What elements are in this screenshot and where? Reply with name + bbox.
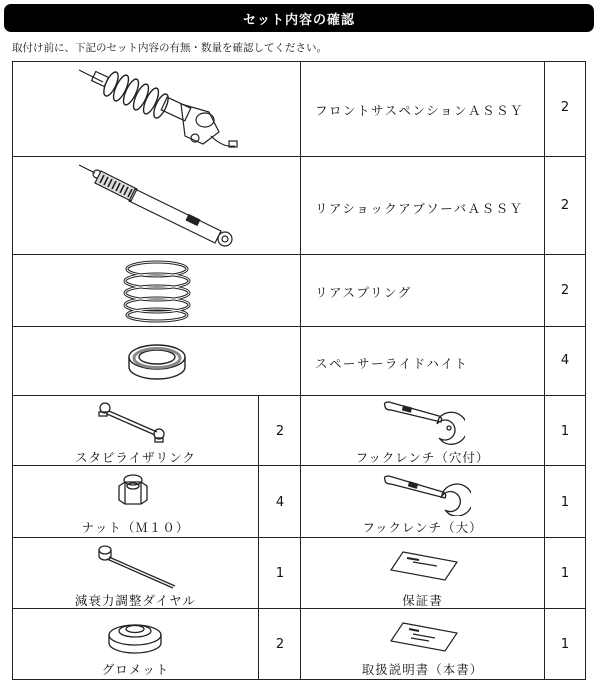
spacer-qty-cell [545,327,585,396]
front-suspension-icon [73,66,243,154]
parts-table [12,61,586,680]
stabilizer-link-qty-cell [259,396,301,466]
rear-shock-qty: 2 [560,198,570,213]
hook-wrench-large-cell [301,466,545,538]
warranty-qty: 1 [560,566,570,581]
damper-dial-name: 減衰力調整ダイヤル [74,593,197,608]
damper-dial-cell [13,538,259,609]
document-icon [389,621,459,653]
hook-wrench-icon [379,472,471,516]
warranty-qty-cell [545,538,585,609]
grommet-cell [13,609,259,679]
stabilizer-link-name: スタビライザリンク [75,450,196,465]
grommet-icon [105,615,165,657]
spacer-name: スペーサーライドハイト [315,356,469,371]
rear-spring-qty-cell [545,255,585,327]
manual-qty: 1 [560,637,570,652]
front-suspension-name-cell [301,62,545,157]
spacer-image-cell [13,327,301,396]
rear-shock-qty-cell [545,157,585,255]
nut-name: ナット（Ｍ１０） [81,520,190,535]
front-suspension-name: フロントサスペンションＡＳＳＹ [315,103,524,118]
document-icon [389,550,459,582]
manual-qty-cell [545,609,585,679]
rear-shock-icon [75,161,235,251]
grommet-name: グロメット [101,662,170,677]
damper-dial-qty-cell [259,538,301,609]
manual-name: 取扱説明書（本書） [361,662,484,677]
section-header [4,4,594,32]
damper-dial-qty: 1 [275,566,285,581]
spacer-qty: 4 [560,353,570,368]
stabilizer-link-icon [95,400,171,444]
hook-wrench-large-qty-cell [545,466,585,538]
rear-spring-image-cell [13,255,301,327]
stabilizer-link-qty: 2 [275,424,285,439]
grommet-qty-cell [259,609,301,679]
rear-spring-name: リアスプリング [315,285,412,300]
rear-shock-image-cell [13,157,301,255]
hook-wrench-hole-name: フックレンチ（穴付） [355,450,490,465]
manual-cell [301,609,545,679]
front-suspension-image-cell [13,62,301,157]
hook-wrench-hole-qty: 1 [560,424,570,439]
rear-shock-name-cell [301,157,545,255]
front-suspension-qty-cell [545,62,585,157]
spacer-name-cell [301,327,545,396]
stabilizer-link-cell [13,396,259,466]
nut-qty: 4 [275,495,285,510]
hook-wrench-hole-qty-cell [545,396,585,466]
hook-wrench-large-qty: 1 [560,495,570,510]
nut-qty-cell [259,466,301,538]
section-title: セット内容の確認 [242,12,355,28]
nut-cell [13,466,259,538]
front-suspension-qty: 2 [560,100,570,115]
damper-dial-icon [95,542,181,590]
nut-icon [116,472,150,510]
hook-wrench-hole-cell [301,396,545,466]
warranty-cell [301,538,545,609]
rear-spring-qty: 2 [560,283,570,298]
coil-spring-icon [119,259,195,323]
rear-shock-name: リアショックアブソーバＡＳＳＹ [315,201,524,216]
intro-text: 取付け前に、下記のセット内容の有無・数量を確認してください。 [12,42,327,54]
hook-wrench-icon [379,400,465,446]
spacer-ring-icon [125,341,189,383]
warranty-name: 保証書 [402,593,443,608]
grommet-qty: 2 [275,637,285,652]
hook-wrench-large-name: フックレンチ（大） [362,520,483,535]
rear-spring-name-cell [301,255,545,327]
